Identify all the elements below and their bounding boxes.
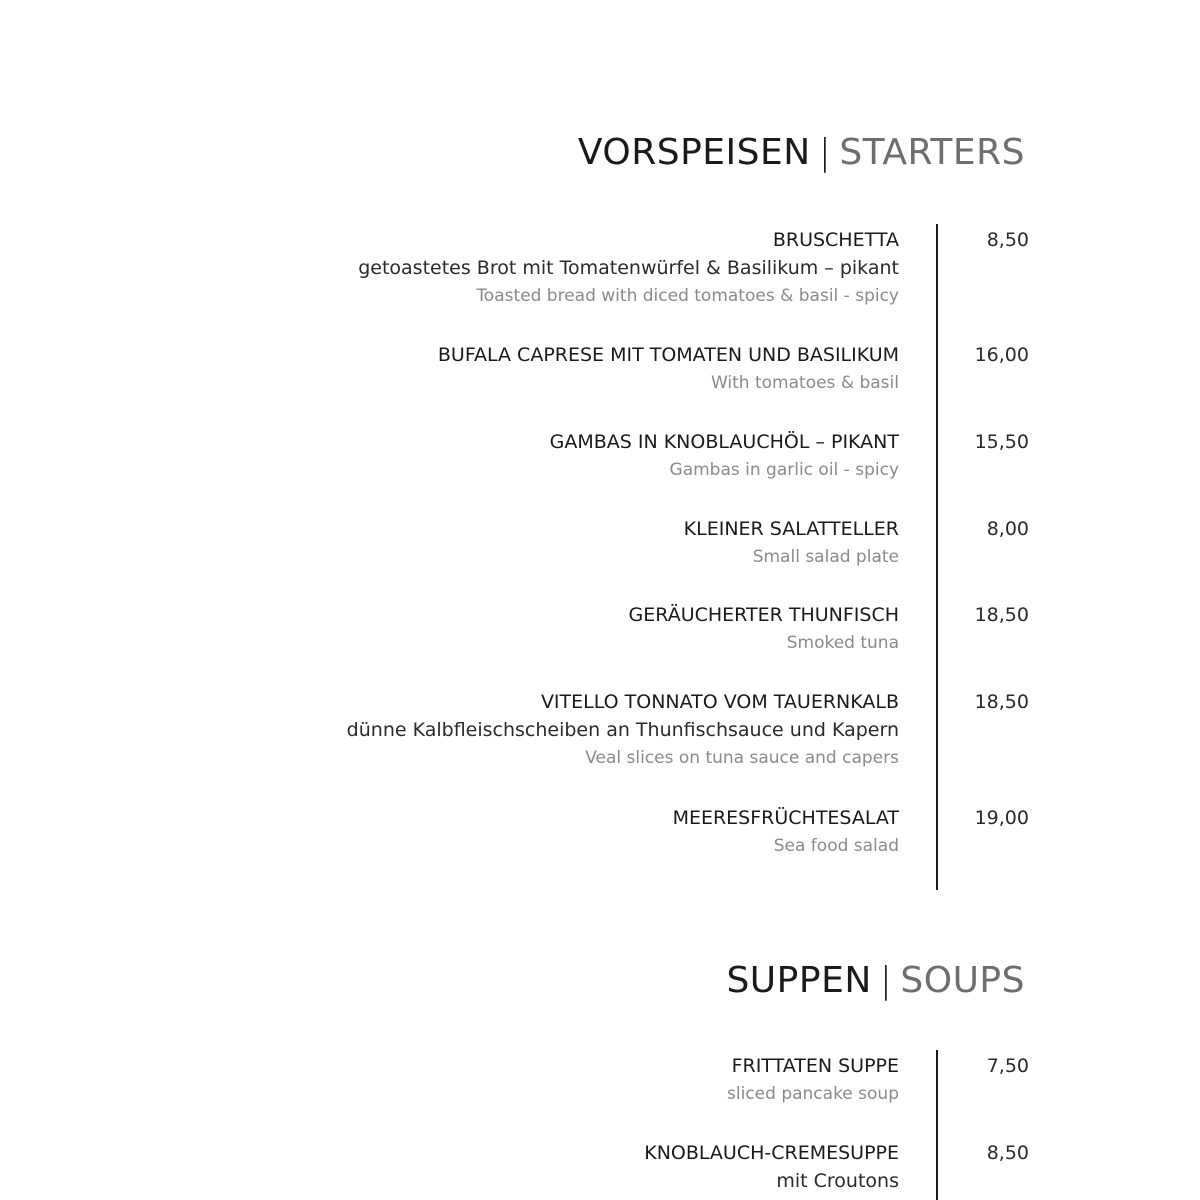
item-price: 7,50 <box>986 1055 1029 1077</box>
starters-heading <box>578 132 1025 173</box>
item-price: 19,00 <box>974 807 1029 829</box>
item-price: 8,00 <box>986 518 1029 540</box>
item-name: GERÄUCHERTER THUNFISCH <box>628 604 899 626</box>
item-name: BUFALA CAPRESE MIT TOMATEN UND BASILIKUM <box>437 344 899 366</box>
item-price: 18,50 <box>974 691 1029 713</box>
item-name: GAMBAS IN KNOBLAUCHÖL – PIKANT <box>549 431 899 453</box>
item-description-en: Smoked tuna <box>786 633 899 653</box>
menu-item-bruschetta <box>358 226 899 310</box>
item-description-en: Veal slices on tuna sauce and capers <box>585 748 899 768</box>
item-description-en: sliced pancake soup <box>727 1084 899 1104</box>
item-name: FRITTATEN SUPPE <box>731 1055 899 1077</box>
soups-divider-line <box>936 1050 938 1200</box>
item-description-de: dünne Kalbfleischscheiben an Thunfischsauce und Kapern <box>346 719 899 741</box>
item-price: 18,50 <box>974 604 1029 626</box>
item-description-en: Small salad plate <box>752 547 899 567</box>
starters-title-de: VORSPEISEN <box>577 132 811 173</box>
soups-title-en: SOUPS <box>900 960 1025 1001</box>
menu-item-thunfisch <box>629 601 899 657</box>
item-name: MEERESFRÜCHTESALAT <box>672 807 899 829</box>
item-price: 15,50 <box>974 431 1029 453</box>
item-description-en: Gambas in garlic oil - spicy <box>669 460 899 480</box>
starters-divider-line <box>936 224 938 890</box>
menu-item-meeresfruechtesalat <box>673 804 899 860</box>
title-separator: | <box>879 960 893 1001</box>
menu-item-knoblauch-cremesuppe <box>644 1139 899 1195</box>
item-description-en: Sea food salad <box>773 836 899 856</box>
menu-item-bufala-caprese <box>438 341 899 397</box>
soups-heading <box>726 960 1025 1001</box>
item-description-de: getoastetes Brot mit Tomatenwürfel & Basilikum – pikant <box>358 257 899 279</box>
item-name: KNOBLAUCH-CREMESUPPE <box>644 1142 899 1164</box>
item-price: 8,50 <box>986 229 1029 251</box>
item-name: KLEINER SALATTELLER <box>683 518 899 540</box>
item-price: 8,50 <box>986 1142 1029 1164</box>
item-name: BRUSCHETTA <box>772 229 899 251</box>
item-description-en: With tomatoes & basil <box>710 373 899 393</box>
item-name: VITELLO TONNATO VOM TAUERNKALB <box>540 691 899 713</box>
title-separator: | <box>818 132 832 173</box>
menu-item-gambas <box>550 428 899 484</box>
starters-title-en: STARTERS <box>839 132 1025 173</box>
item-description-de: mit Croutons <box>776 1170 899 1192</box>
menu-item-salatteller <box>684 515 899 571</box>
soups-title-de: SUPPEN <box>726 960 872 1001</box>
item-price: 16,00 <box>974 344 1029 366</box>
menu-item-frittaten-suppe <box>727 1052 899 1108</box>
menu-item-vitello-tonnato <box>347 688 899 772</box>
item-description-en: Toasted bread with diced tomatoes & basil - spicy <box>476 286 899 306</box>
